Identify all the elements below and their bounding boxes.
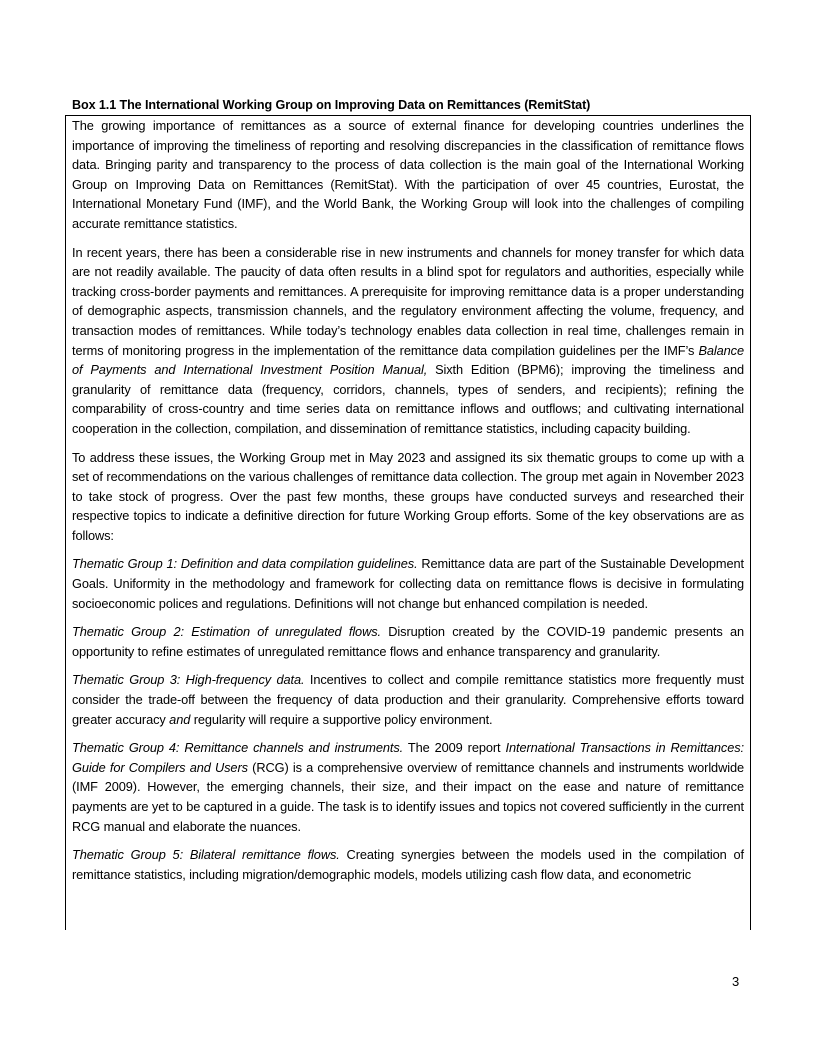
thematic-group-4	[72, 738, 744, 836]
thematic-group-3-heading: Thematic Group 3: High-frequency data.	[72, 672, 305, 688]
bpm6-manual-title: Balance of Payments and International Investment Position Manual,	[72, 342, 744, 378]
thematic-group-3-text-a: Incentives to collect and compile remittance statistics more frequently must consider the trade-off between the frequency of data production and their granularity. Comprehensive efforts toward greater accuracy	[72, 672, 744, 727]
box-content	[72, 116, 744, 884]
thematic-group-5-heading: Thematic Group 5: Bilateral remittance flows.	[72, 847, 340, 863]
box-title: Box 1.1 The International Working Group on Improving Data on Remittances (RemitStat)	[72, 98, 591, 112]
thematic-group-1-text: Remittance data are part of the Sustainable Development Goals. Uniformity in the methodology and framework for collecting data on remittance flows is decisive in formulating socioeconomic polices and regulations. Definitions will not change but enhanced compilation is needed.	[72, 556, 744, 611]
thematic-group-1	[72, 554, 744, 613]
paragraph-recent-years-text-b: Sixth Edition (BPM6); improving the timeliness and granularity of remittance data (frequency, corridors, channels, types of senders, and recipients); refining the comparability of cross-country and time series data on remittance inflows and outflows; and cultivating international cooperation in the collection, compilation, and dissemination of remittance statistics, including capacity building.	[72, 362, 744, 436]
thematic-group-5	[72, 845, 744, 884]
thematic-group-5-text: Creating synergies between the models used in the compilation of remittance statistics, including migration/demographic models, models utilizing cash flow data, and econometric	[72, 847, 745, 882]
thematic-group-3	[72, 670, 744, 729]
page-number: 3	[732, 974, 740, 989]
thematic-group-4-text-a: The 2009 report	[403, 740, 506, 756]
paragraph-recent-years	[72, 243, 744, 439]
thematic-group-4-heading: Thematic Group 4: Remittance channels and instruments.	[72, 740, 404, 756]
thematic-group-4-text-b: (RCG) is a comprehensive overview of remittance channels and instruments worldwide (IMF 2009). However, the emerging channels, their size, and their impact on the ease and nature of remittance payments are yet to be captured in a guide. The task is to identify issues and topics not covered sufficiently in the current RCG manual and elaborate the nuances.	[72, 759, 744, 834]
thematic-group-3-text-b: regularity will require a supportive policy environment.	[190, 711, 493, 727]
paragraph-recent-years-text-a: In recent years, there has been a considerable rise in new instruments and channels for money transfer for which data are not readily available. The paucity of data often results in a blind spot for regulators and authorities, especially while tracking cross-border payments and remittances. A prerequisite for improving remittance data is a proper understanding of demographic aspects, transmission channels, and the regulatory environment affecting the volume, frequency, and transaction modes of remittances. While today’s technology enables data collection in real time, challenges remain in terms of monitoring progress in the implementation of the remittance data compilation guidelines per the IMF’s	[72, 244, 744, 358]
thematic-group-2-heading: Thematic Group 2: Estimation of unregulated flows.	[72, 624, 381, 640]
rcg-report-title: International Transactions in Remittances: Guide for Compilers and Users	[72, 740, 744, 775]
thematic-group-2-text: Disruption created by the COVID-19 pandemic presents an opportunity to refine estimates of unregulated remittance flows and enhance transparency and granularity.	[72, 624, 744, 659]
paragraph-intro: The growing importance of remittances as a source of external finance for developing countries underlines the importance of improving the timeliness of reporting and resolving discrepancies in the classification of remittance flows data. Bringing parity and transparency to the process of data collection is the main goal of the International Working Group on Improving Data on Remittances (RemitStat). With the participation of over 45 countries, Eurostat, the International Monetary Fund (IMF), and the World Bank, the Working Group will look into the challenges of compiling accurate remittance statistics.	[72, 118, 744, 231]
thematic-group-2	[72, 622, 744, 661]
paragraph-address-issues: To address these issues, the Working Group met in May 2023 and assigned its six thematic groups to come up with a set of recommendations on the various challenges of remittance data collection. The group met again in November 2023 to take stock of progress. Over the past few months, these groups have conducted surveys and researched their respective topics to indicate a definitive direction for future Working Group efforts. Some of the key observations are as follows:	[72, 449, 744, 543]
thematic-group-3-italic-and: and	[169, 711, 191, 727]
thematic-group-1-heading: Thematic Group 1: Definition and data compilation guidelines.	[72, 556, 418, 572]
